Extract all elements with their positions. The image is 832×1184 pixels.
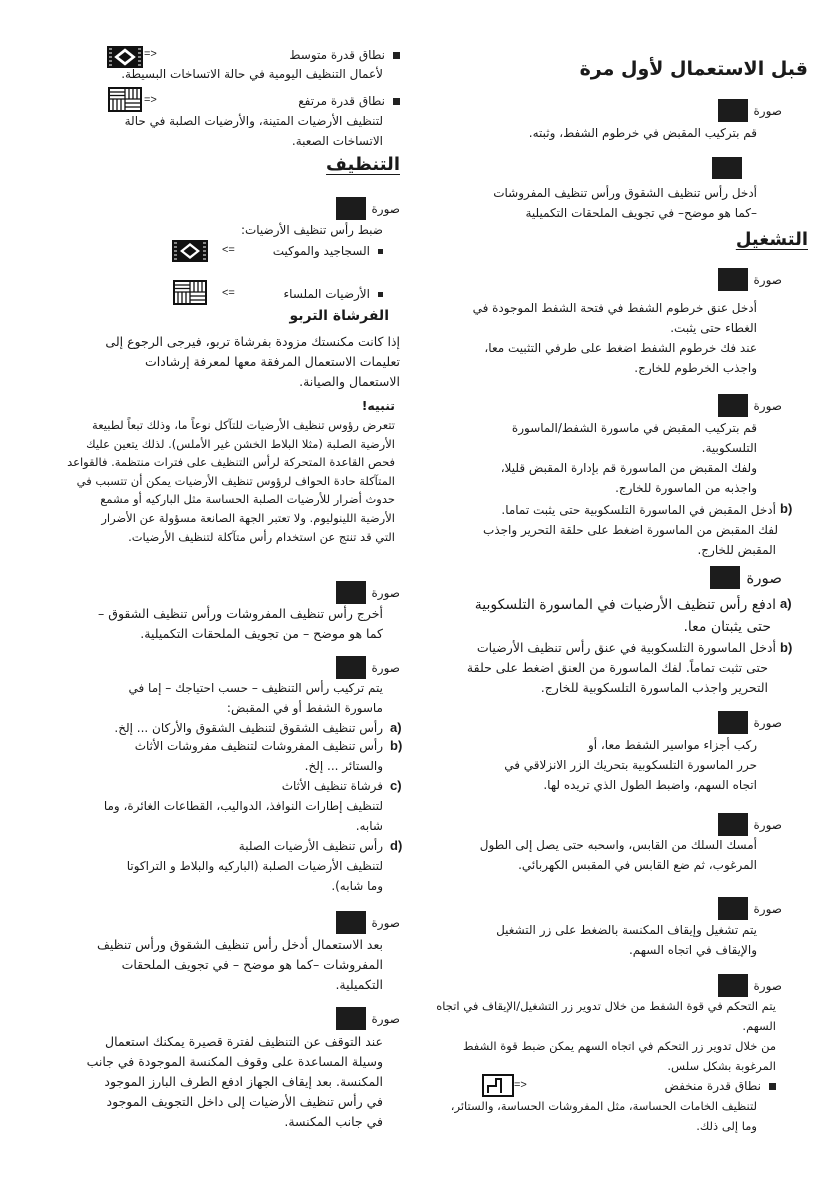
bullet-label: نطاق قدرة مرتفع <box>298 94 385 108</box>
text-line: وما إلى ذلك. <box>696 1119 757 1133</box>
figure-label: صورة <box>371 915 400 930</box>
figure-ref <box>336 1007 400 1030</box>
list-marker: a) <box>780 596 792 611</box>
bullet-low-power <box>665 1076 776 1096</box>
text-line: واجذبه من الماسورة للخارج. <box>615 481 757 495</box>
paragraph <box>87 1032 383 1132</box>
paragraph <box>436 996 776 1076</box>
warning-heading: تنبيه! <box>361 398 395 413</box>
bullet-icon <box>378 249 383 254</box>
hard-floor-icon <box>108 87 142 112</box>
text-line: الأرضية اللينوليوم. ولا تعتبر الجهة الصانعة مسؤولة عن الأضرار <box>101 510 395 525</box>
figure-image-placeholder <box>718 813 748 836</box>
low-power-icon <box>482 1074 514 1097</box>
paragraph <box>504 735 757 795</box>
list-item <box>475 594 776 638</box>
text-line: ماسورة الشفط أو في المقبض: <box>226 701 383 715</box>
bullet-icon <box>769 1083 776 1090</box>
paragraph <box>451 1096 757 1136</box>
figure-ref <box>718 711 782 734</box>
text-line: المفروشات –كما هو موضح – في تجويف الملحقات <box>121 957 383 972</box>
figure-ref <box>718 394 782 417</box>
figure-ref <box>336 197 400 220</box>
text-line: حتى تثبت تماماً. لفك الماسورة من العنق اضغط على حلقة <box>466 660 768 675</box>
figure-image-placeholder <box>710 566 740 589</box>
figure-image-placeholder <box>336 911 366 934</box>
text-line: قم بتركيب المقبض في ماسورة الشفط/الماسورة <box>511 421 757 435</box>
figure-ref <box>336 911 400 934</box>
text-line: الغطاء حتى يثبت. <box>670 321 757 335</box>
text-line: بعد الاستعمال أدخل رأس تنظيف الشقوق ورأس تنظيف <box>96 937 383 952</box>
text-line: التحرير واجذب الماسورة التلسكوبية للخارج. <box>540 680 768 695</box>
bullet-carpets <box>273 241 383 261</box>
warning-paragraph <box>67 416 395 546</box>
text-line: حتى يثبتان معا. <box>683 619 771 635</box>
bullet-icon <box>393 52 400 59</box>
text-line: فحص القاعدة المتحركة لرأس التنظيف على فترات منتظمة. فالقواعد <box>67 455 395 470</box>
paragraph <box>480 835 757 875</box>
paragraph <box>501 418 757 498</box>
text-line: فرشاة تنظيف الأثاث <box>281 779 383 793</box>
text-line: المرغوب، ثم ضع القابس في المقبس الكهربائي. <box>518 858 757 872</box>
figure-label: صورة <box>371 1011 400 1026</box>
text-line: قم بتركيب المقبض في خرطوم الشفط، وثبته. <box>528 126 757 140</box>
hard-floor-icon <box>173 280 207 305</box>
figure-ref <box>710 566 782 589</box>
text-line: لتنظيف إطارات النوافذ، الدواليب، القطاعات الغائرة، وما <box>103 799 383 813</box>
figure-label: صورة <box>753 272 782 287</box>
figure-ref <box>718 897 782 920</box>
arrow-text: <= <box>222 244 235 256</box>
text-line: حرر الماسورة التلسكوبية بتحريك الزر الانزلاقي في <box>504 758 757 772</box>
text-line: أمسك السلك من القابس، واسحبه حتى يصل إلى الطول <box>479 838 757 852</box>
figure-ref <box>336 581 400 604</box>
bullet-icon <box>393 98 400 105</box>
text-line: لأعمال التنظيف اليومية في حالة الاتساخات البسيطة. <box>121 67 383 81</box>
arrow-text: => <box>144 94 157 106</box>
figure-label: صورة <box>371 585 400 600</box>
figure-label: صورة <box>371 201 400 216</box>
text-line: أدخل الماسورة التلسكوبية في عنق رأس تنظيف الأرضيات <box>476 640 776 655</box>
bullet-high-power <box>298 91 400 111</box>
text-line: أدخل رأس تنظيف الشقوق ورأس تنظيف المفروشات <box>493 186 757 200</box>
paragraph <box>97 935 383 995</box>
arrow-text: => <box>514 1079 527 1091</box>
list-marker: d) <box>390 838 403 853</box>
paragraph <box>98 604 383 644</box>
text-line: لتنظيف الأرضيات المتينة، والأرضيات الصلبة في حالة <box>124 114 383 128</box>
arrow-text: => <box>144 48 157 60</box>
figure-label: صورة <box>753 715 782 730</box>
list-marker: c) <box>390 778 402 793</box>
paragraph <box>105 332 400 392</box>
text-line: من خلال تدوير زر التحكم في اتجاه السهم يمكن ضبط قوة الشفط <box>462 1039 776 1053</box>
figure-label: صورة <box>753 901 782 916</box>
text-line: الاستعمال والصيانة. <box>299 374 400 389</box>
text-line: ولفك المقبض من الماسورة قم بإدارة المقبض قليلا، <box>500 461 757 475</box>
text-line: تعليمات الاستعمال المرفقة معها لمعرفة إرشادات <box>144 354 400 369</box>
text-line: تتعرض رؤوس تنظيف الأرضيات للتآكل نوعاً ما، وذلك تبعاً لطبيعة <box>92 418 395 432</box>
list-marker: a) <box>390 720 402 735</box>
text-line: يتم تشغيل وإيقاف المكنسة بالضغط على زر التشغيل <box>496 923 757 937</box>
figure-image-placeholder <box>718 897 748 920</box>
figure-image-placeholder <box>718 974 748 997</box>
text-line: التكميلية. <box>335 977 383 992</box>
section-heading-operation: التشغيل <box>735 229 808 250</box>
figure-image-placeholder <box>718 394 748 417</box>
figure-image-placeholder <box>336 581 366 604</box>
figure-image-placeholder <box>718 711 748 734</box>
figure-label: صورة <box>371 660 400 675</box>
list-item <box>467 638 776 698</box>
bullet-label: الأرضيات الملساء <box>283 287 370 301</box>
figure-ref <box>718 99 782 122</box>
subheading-turbo-brush: الفرشاة التربو <box>289 308 389 324</box>
text-line: في رأس تنظيف الأرضيات إلى داخل التجويف الموجود <box>106 1094 383 1109</box>
bullet-smooth-floors <box>284 284 383 304</box>
figure-image-placeholder <box>336 1007 366 1030</box>
text-line: المتآكلة حادة الحواف لرؤوس تنظيف الأرضيات يمكن أن تتسبب في <box>76 473 395 488</box>
text-line: ضبط رأس تنظيف الأرضيات: <box>240 223 383 237</box>
paragraph <box>241 220 383 240</box>
figure-label: صورة <box>753 103 782 118</box>
figure-image-placeholder <box>712 157 742 179</box>
text-line: التي قد تنتج عن استخدام رأس متآكلة لتنظيف الأرضيات. <box>128 529 395 544</box>
bullet-label: السجاجيد والموكيت <box>272 244 370 258</box>
carpet-icon <box>172 240 208 262</box>
list-item <box>114 718 383 738</box>
text-line: وسيلة المساعدة على وقوف المكنسة الموجودة في جانب <box>86 1054 383 1069</box>
text-line: رأس تنظيف الشقوق لتنظيف الشقوق والأركان ... إلخ. <box>114 721 383 735</box>
text-line: المرغوبة بشكل سلس. <box>667 1059 776 1073</box>
text-line: واجذب الخرطوم للخارج. <box>634 361 757 375</box>
text-line: والإيقاف في اتجاه السهم. <box>628 943 757 957</box>
text-line: عند التوقف عن التنظيف لفترة قصيرة يمكنك استعمال <box>105 1034 383 1049</box>
figure-ref <box>718 974 782 997</box>
text-line: أدخل المقبض في الماسورة التلسكوبية حتى يثبت تماما. <box>501 503 776 517</box>
text-line: ركب أجزاء مواسير الشفط معا، أو <box>587 738 757 752</box>
list-item <box>127 836 383 896</box>
paragraph <box>125 111 383 151</box>
paragraph <box>496 920 757 960</box>
figure-image-placeholder <box>718 99 748 122</box>
paragraph <box>493 183 757 223</box>
paragraph <box>129 678 384 718</box>
bullet-label: نطاق قدرة منخفض <box>664 1079 761 1093</box>
text-line: وما شابه). <box>331 879 383 893</box>
text-line: لفك المقبض من الماسورة اضغط على حلقة التحرير واجذب <box>483 523 778 537</box>
text-line: يتم تركيب رأس التنظيف – حسب احتياجك – إما في <box>128 681 383 695</box>
text-line: رأس تنظيف المفروشات لتنظيف مفروشات الأثاث <box>134 739 383 753</box>
text-line: حدوث أضرار للأرضيات الصلبة الحساسة مثل الباركيه أو مشمع <box>100 492 395 507</box>
figure-label: صورة <box>746 568 782 587</box>
figure-label: صورة <box>753 978 782 993</box>
text-line: أخرج رأس تنظيف المفروشات ورأس تنظيف الشقوق – <box>98 606 383 621</box>
figure-label: صورة <box>753 398 782 413</box>
text-line: رأس تنظيف الأرضيات الصلبة <box>238 839 383 853</box>
text-line: التلسكوبية. <box>701 441 757 455</box>
text-line: كما هو موضح – من تجويف الملحقات التكميلية. <box>140 626 383 641</box>
text-line: اتجاه السهم، واضبط الطول الذي تريده لها. <box>543 778 757 792</box>
figure-label: صورة <box>753 817 782 832</box>
list-item <box>104 776 383 836</box>
text-line: في جانب المكنسة. <box>284 1114 383 1129</box>
text-line: الاتساخات الصعبة. <box>291 134 383 148</box>
list-marker: b) <box>780 501 793 516</box>
paragraph <box>121 64 383 84</box>
figure-image-placeholder <box>718 268 748 291</box>
bullet-label: نطاق قدرة متوسط <box>289 48 385 62</box>
text-line: المكنسة. بعد إيقاف الجهاز ادفع الطرف البارز الموجود <box>104 1074 383 1089</box>
text-line: إذا كانت مكنستك مزودة بفرشاة تربو، فيرجى الرجوع إلى <box>105 334 400 349</box>
paragraph <box>529 123 757 143</box>
text-line: أدخل عنق خرطوم الشفط في فتحة الشفط الموجودة في <box>472 301 757 315</box>
text-line: ادفع رأس تنظيف الأرضيات في الماسورة التلسكوبية <box>474 597 776 613</box>
figure-ref <box>718 268 782 291</box>
figure-ref <box>336 656 400 679</box>
text-line: عند فك خرطوم الشفط اضغط على طرفي التثبيت معا، <box>484 341 757 355</box>
figure-image-placeholder <box>336 197 366 220</box>
text-line: الأرضية الصلبة (مثلا البلاط الخشن غير الأملس). لذلك يتعين عليك <box>86 436 395 451</box>
bullet-icon <box>378 292 383 297</box>
text-line: لتنظيف الخامات الحساسة، مثل المفروشات الحساسة، والستائر، <box>450 1099 757 1113</box>
text-line: لتنظيف الأرضيات الصلبة (الباركيه والبلاط و التراكوتا <box>126 859 383 873</box>
arrow-text: <= <box>222 287 235 299</box>
text-line: –كما هو موضح– في تجويف الملحقات التكميلية <box>525 206 757 220</box>
section-title-before-first-use: قبل الاستعمال لأول مرة <box>579 58 808 80</box>
text-line: شابه. <box>355 819 383 833</box>
text-line: يتم التحكم في قوة الشفط من خلال تدوير زر التشغيل/الإيقاف في اتجاه <box>436 999 776 1013</box>
bullet-medium-power <box>289 45 400 65</box>
figure-ref <box>718 813 782 836</box>
list-marker: b) <box>390 738 403 753</box>
text-line: والستائر ... إلخ. <box>304 759 383 773</box>
text-line: المقبض للخارج. <box>697 543 776 557</box>
paragraph <box>473 298 757 378</box>
figure-image-placeholder <box>336 656 366 679</box>
list-item <box>483 500 776 560</box>
list-marker: b) <box>780 640 793 655</box>
text-line: السهم. <box>742 1019 776 1033</box>
list-item <box>135 736 383 776</box>
section-heading-cleaning: التنظيف <box>326 154 400 175</box>
